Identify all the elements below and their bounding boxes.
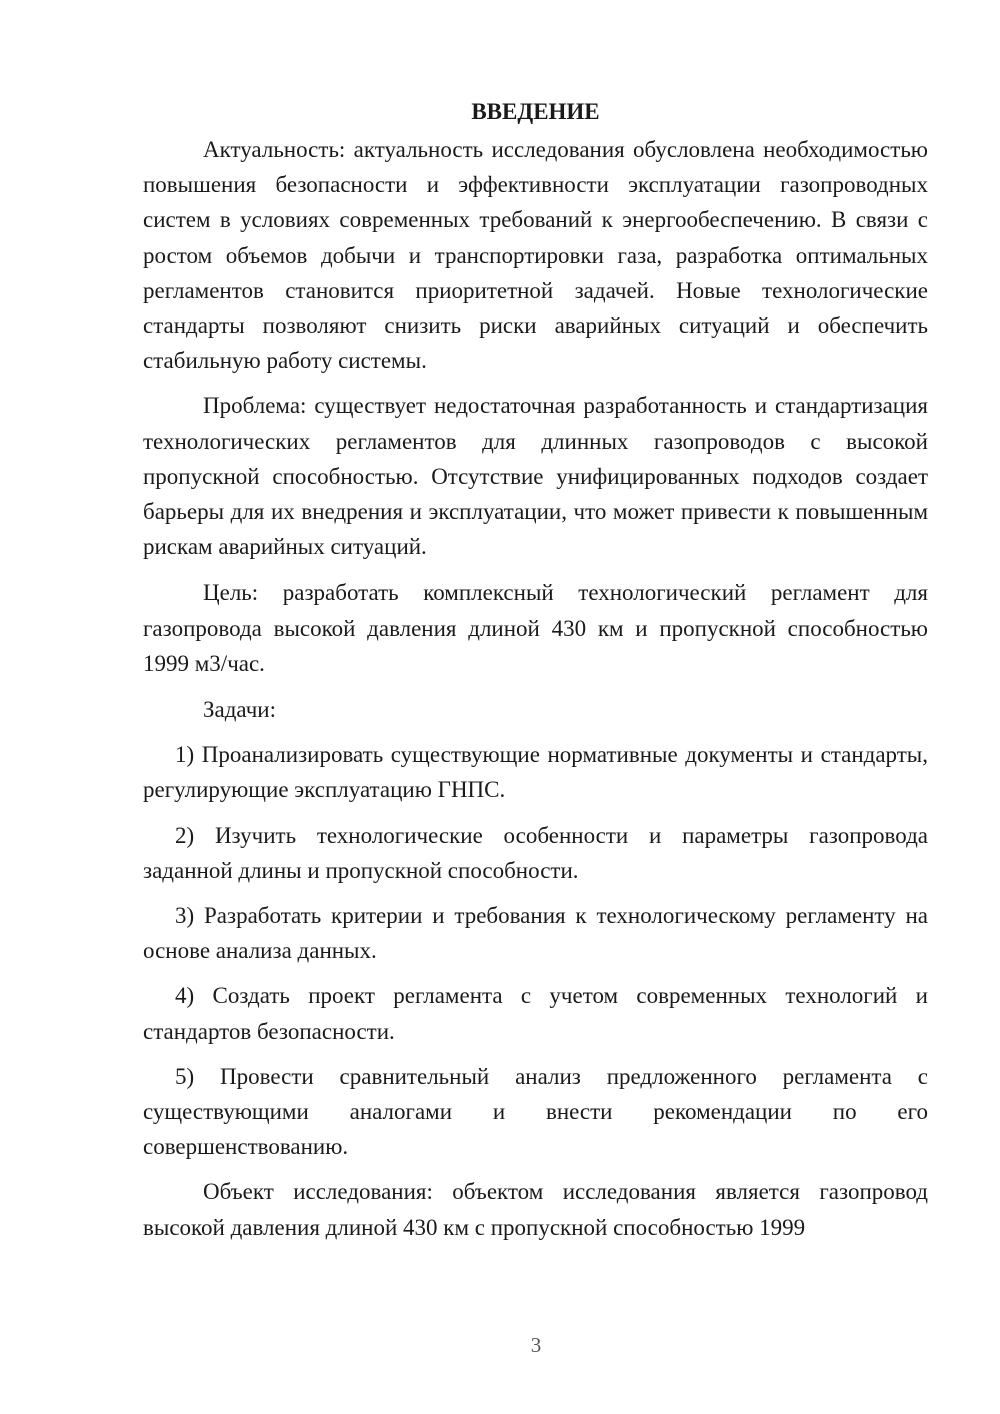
page-number: 3: [530, 1333, 542, 1357]
task-item-4: 4) Создать проект регламента с учетом современных технологий и стандартов безопасности.: [143, 983, 928, 1044]
task-item-3: 3) Разработать критерии и требования к технологическому регламенту на основе анализа данных.: [143, 903, 928, 964]
task-item-5: 5) Провести сравнительный анализ предложенного регламента с существующими аналогами и внести рекомендации по его совершенствованию.: [143, 1063, 928, 1160]
tasks-heading: Задачи:: [203, 697, 276, 723]
object-paragraph: Объект исследования: объектом исследования является газопровод высокой давления длиной 430 км с пропускной способностью 1999: [143, 1179, 928, 1240]
task-item-1: 1) Проанализировать существующие нормативные документы и стандарты, регулирующие эксплуатацию ГНПС.: [143, 742, 928, 803]
goal-paragraph: Цель: разработать комплексный технологический регламент для газопровода высокой давления длиной 430 км и пропускной способностью 1999 м3/час.: [143, 580, 928, 676]
section-title: ВВЕДЕНИЕ: [471, 99, 600, 124]
relevance-paragraph: Актуальность: актуальность исследования обусловлена необходимостью повышения безопасности и эффективности эксплуатации газопроводных систем в условиях современных требований к энергообеспечению. В связи с ростом объемов добычи и транспортировки газа, разработка оптимальных регламентов становится приоритетной задачей. Новые технологические стандарты позволяют снизить риски аварийных ситуаций и обеспечить стабильную работу системы.: [143, 137, 928, 374]
page-content: [143, 94, 928, 1256]
problem-paragraph: Проблема: существует недостаточная разработанность и стандартизация технологических регламентов для длинных газопроводов с высокой пропускной способностью. Отсутствие унифицированных подходов создает барьеры для их внедрения и эксплуатации, что может привести к повышенным рискам аварийных ситуаций.: [143, 393, 928, 560]
task-item-2: 2) Изучить технологические особенности и параметры газопровода заданной длины и пропускной способности.: [143, 822, 928, 883]
